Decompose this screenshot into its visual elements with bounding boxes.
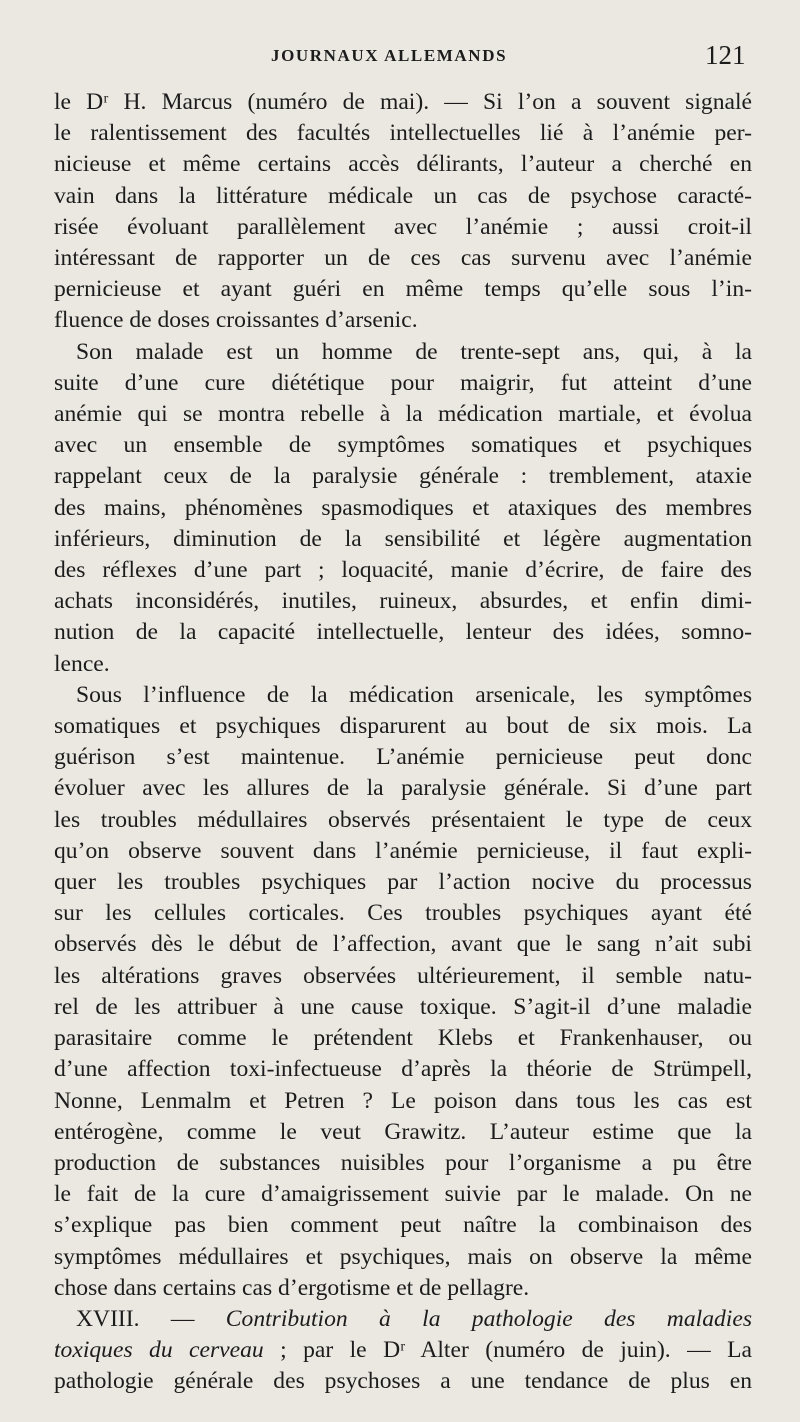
text-line: inférieurs, diminution de la sensibilité et légère augmentation xyxy=(54,525,752,552)
text-line: qu’on observe souvent dans l’anémie pernicieuse, il faut expli- xyxy=(54,837,752,864)
text-line: risée évoluant parallèlement avec l’anémie ; aussi croit-il xyxy=(54,213,752,240)
text-line: rappelant ceux de la paralysie générale : tremblement, ataxie xyxy=(54,463,752,490)
paragraph xyxy=(54,680,752,1304)
text-line: quer les troubles psychiques par l’action nocive du processus xyxy=(54,869,752,896)
text-line: Sous l’influence de la médication arsenicale, les symptômes xyxy=(76,681,752,708)
text-line: évoluer avec les allures de la paralysie générale. Si d’une part xyxy=(54,775,752,802)
text-line xyxy=(54,1335,752,1366)
text-line: le Dʳ H. Marcus (numéro de mai). — Si l’on a souvent signalé xyxy=(54,89,752,115)
text-line: nution de la capacité intellectuelle, lenteur des idées, somno- xyxy=(54,619,752,646)
text-line: parasitaire comme le prétendent Klebs et Frankenhauser, ou xyxy=(54,1025,752,1052)
section-title-continued: toxiques du cerveau xyxy=(54,1337,264,1364)
text-line: entérogène, comme le veut Grawitz. L’auteur estime que la xyxy=(54,1118,752,1145)
text-line: guérison s’est maintenue. L’anémie pernicieuse peut donc xyxy=(54,744,752,771)
text-line: nicieuse et même certains accès délirants, l’auteur a cherché en xyxy=(54,151,752,178)
text-line: symptômes médullaires et psychiques, mais on observe la même xyxy=(54,1243,752,1270)
body-text xyxy=(54,87,752,1398)
text-line: chose dans certains cas d’ergotisme et de pellagre. xyxy=(54,1274,530,1301)
text-line: observés dès le début de l’affection, avant que le sang n’ait subi xyxy=(54,931,752,958)
section-heading-paragraph xyxy=(54,1304,752,1398)
text-line: suite d’une cure diététique pour maigrir, fut atteint d’une xyxy=(54,369,752,396)
paragraph xyxy=(54,337,752,680)
text-line: lence. xyxy=(54,650,110,677)
text-line: des mains, phénomènes spasmodiques et ataxiques des membres xyxy=(54,494,752,521)
text-line: intéressant de rapporter un de ces cas survenu avec l’anémie xyxy=(54,245,752,272)
text-line: rel de les attribuer à une cause toxique. S’agit-il d’une maladie xyxy=(54,993,752,1020)
text-line: fluence de doses croissantes d’arsenic. xyxy=(54,307,418,334)
text-line: production de substances nuisibles pour l’organisme a pu être xyxy=(54,1149,752,1176)
section-title: Contribution à la pathologie des maladies xyxy=(225,1305,753,1332)
text-line: vain dans la littérature médicale un cas de psychose caracté- xyxy=(54,182,752,209)
text-line: somatiques et psychiques disparurent au bout de six mois. La xyxy=(54,713,752,740)
text-line: pathologie générale des psychoses a une tendance de plus en xyxy=(54,1368,752,1395)
text-line: le fait de la cure d’amaigrissement suivie par le malade. On ne xyxy=(54,1181,752,1208)
text-line: sur les cellules corticales. Ces troubles psychiques ayant été xyxy=(54,900,752,927)
text-line: les troubles médullaires observés présentaient le type de ceux xyxy=(54,806,752,833)
paragraph xyxy=(54,87,752,337)
text-line: d’une affection toxi-infectueuse d’après la théorie de Strümpell, xyxy=(54,1056,752,1083)
text-line: Nonne, Lenmalm et Petren ? Le poison dans tous les cas est xyxy=(54,1087,752,1114)
text-line: le ralentissement des facultés intellectuelles lié à l’anémie per- xyxy=(54,120,752,147)
section-author: ; par le Dʳ Alter (numéro de juin). — La xyxy=(263,1337,753,1364)
text-line: les altérations graves observées ultérieurement, il semble natu- xyxy=(54,962,752,989)
text-line xyxy=(54,1304,752,1335)
text-line: achats inconsidérés, inutiles, ruineux, absurdes, et enfin dimi- xyxy=(54,588,752,615)
running-head: JOURNAUX ALLEMANDS xyxy=(271,46,508,65)
text-line: anémie qui se montra rebelle à la médication martiale, et évolua xyxy=(54,401,752,428)
page-number: 121 xyxy=(705,40,746,70)
section-number: XVIII. — xyxy=(76,1305,226,1332)
text-line: avec un ensemble de symptômes somatiques et psychiques xyxy=(54,432,752,459)
text-line: s’explique pas bien comment peut naître la combinaison des xyxy=(54,1212,752,1239)
text-line: pernicieuse et ayant guéri en même temps qu’elle sous l’in- xyxy=(54,276,752,303)
text-line: Son malade est un homme de trente-sept ans, qui, à la xyxy=(76,338,752,365)
page-header xyxy=(0,40,800,74)
text-line: des réflexes d’une part ; loquacité, manie d’écrire, de faire des xyxy=(54,557,752,584)
